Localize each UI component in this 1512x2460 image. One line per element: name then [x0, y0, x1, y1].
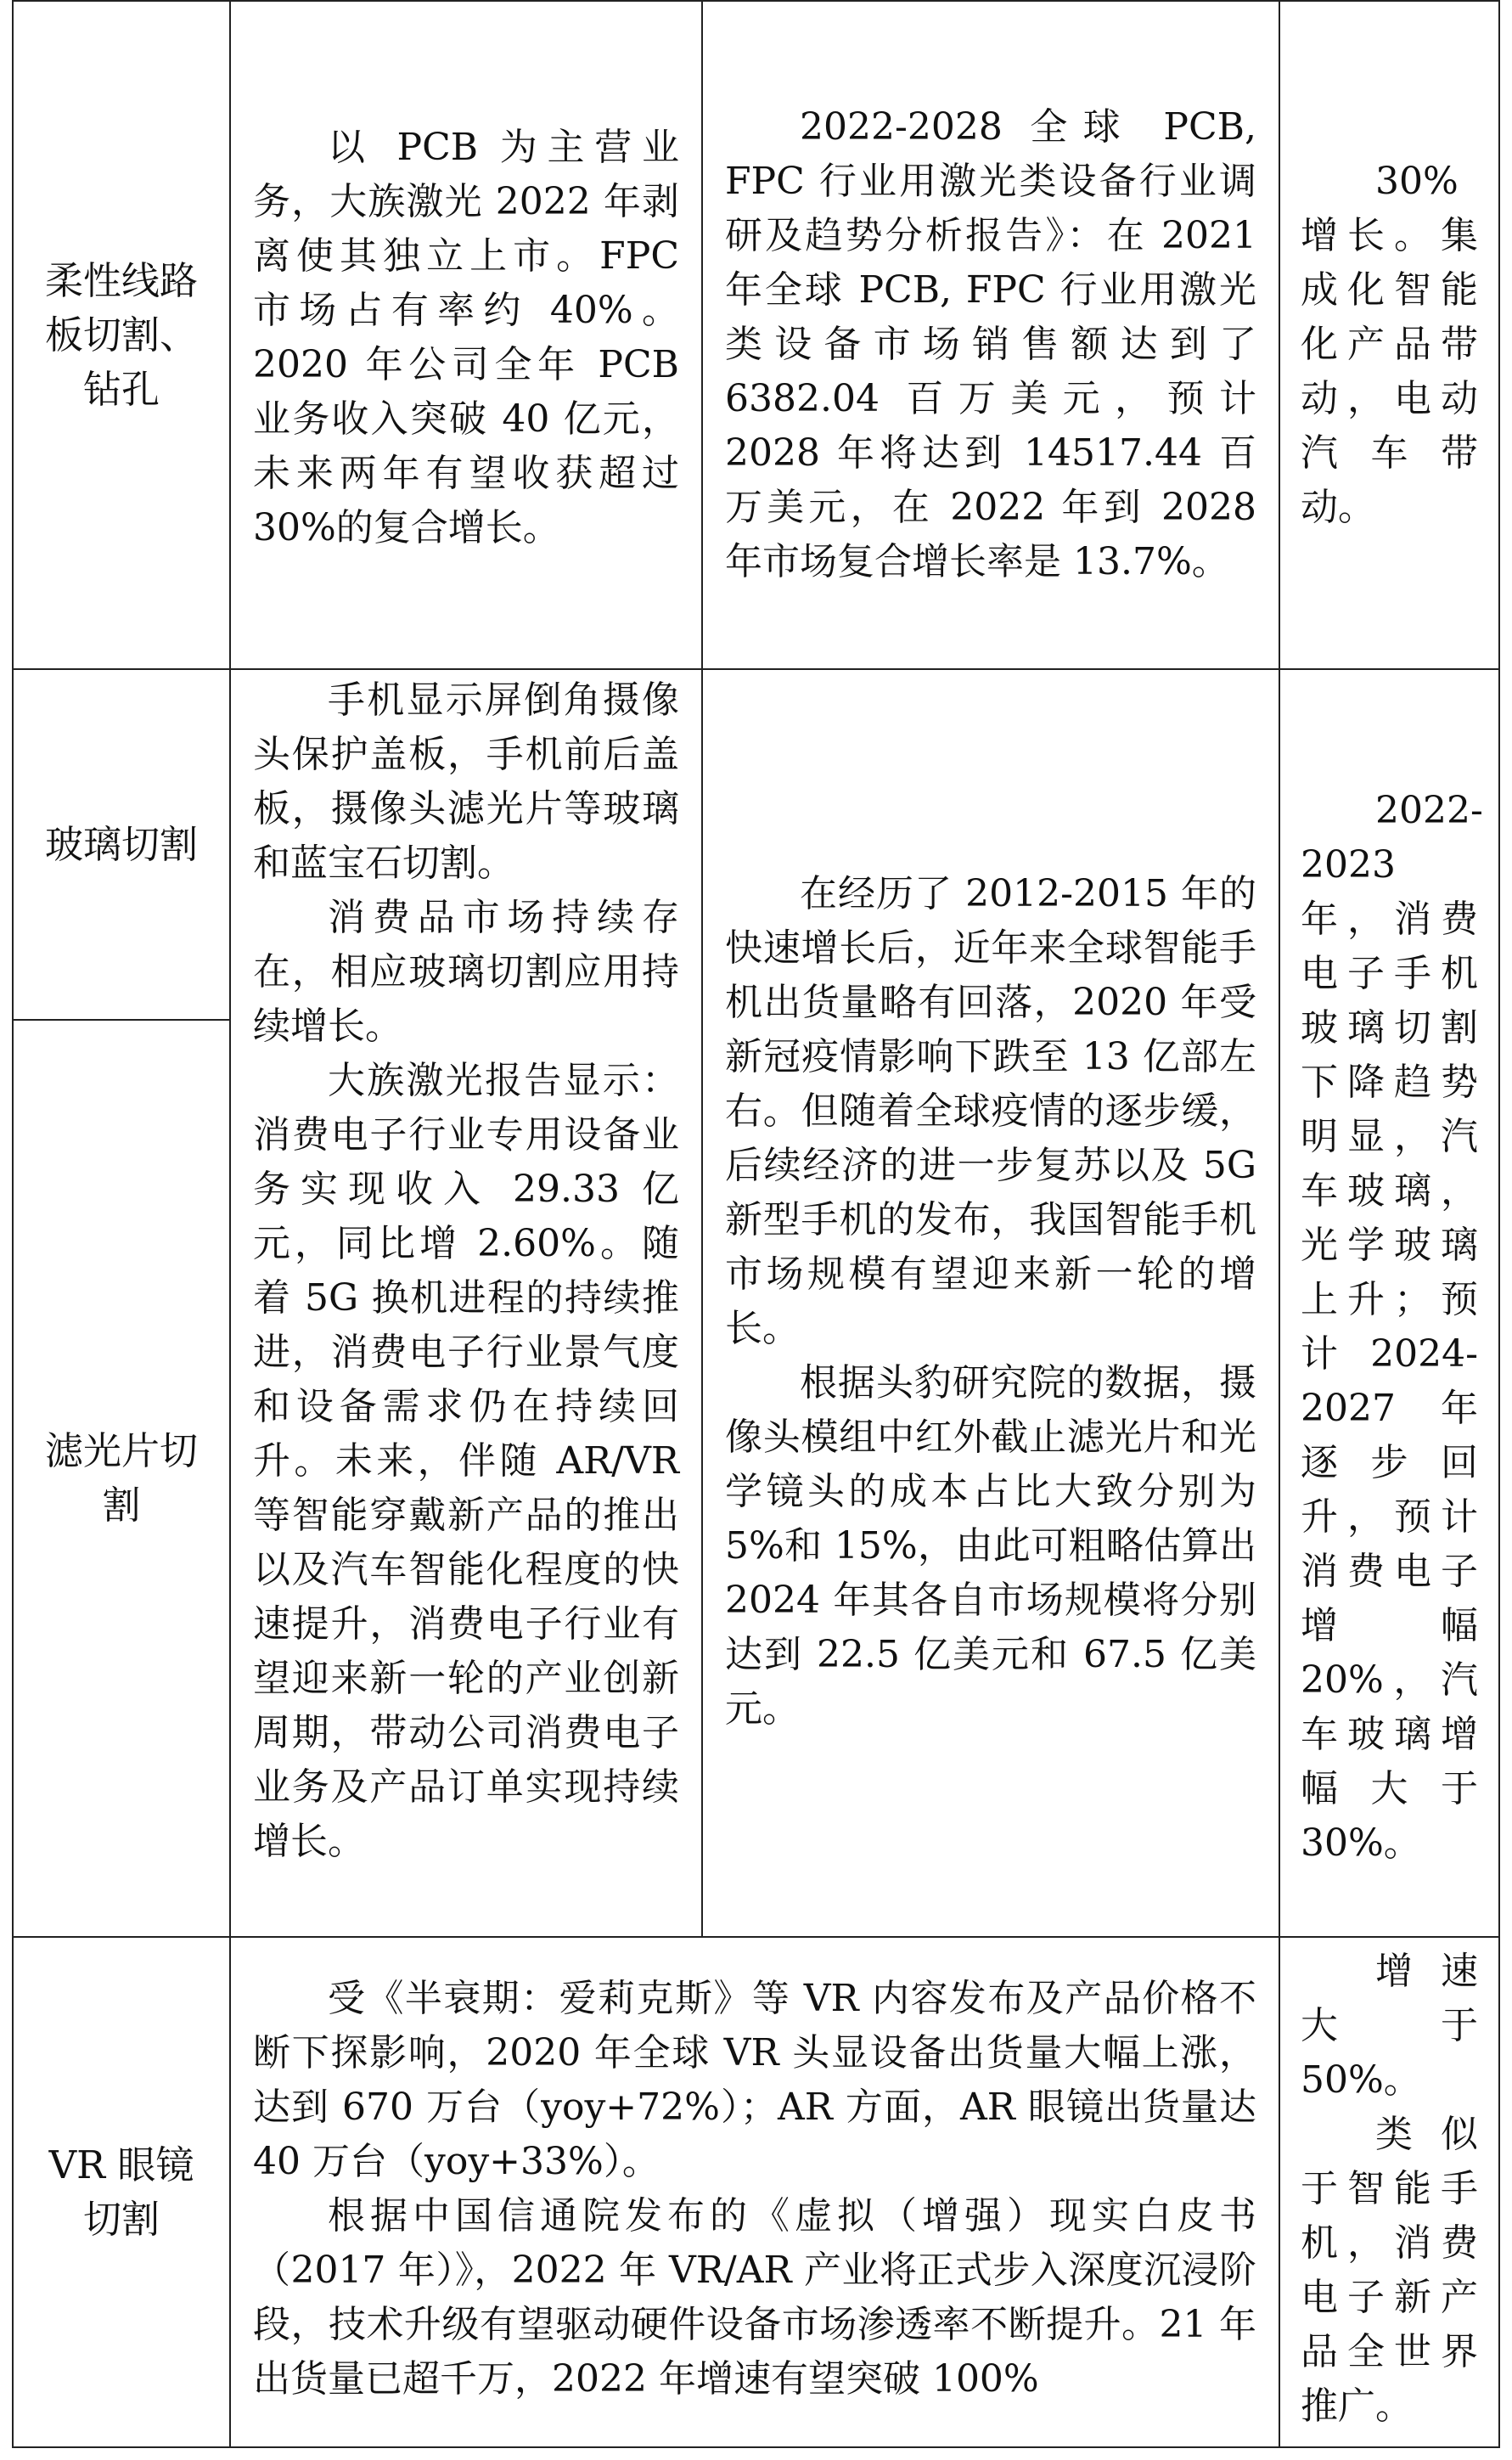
application-cell-glass	[229, 668, 701, 1936]
vr-paragraph: 根据中国信通院发布的《虚拟（增强）现实白皮书（2017 年）》，2022 年 VR/AR 产业将正式步入深度沉浸阶段，技术升级有望驱动硬件设备市场渗透率不断提升。21 年出货量已超千万，2022 年增速有望突破 100%	[253, 2194, 1256, 2401]
growth-cell-glass	[1279, 668, 1500, 1936]
market-cell-glass	[701, 668, 1279, 1936]
application-text: 以 PCB 为主营业务，大族激光 2022 年剥离使其独立上市。FPC 市场占有率约 40%。2020 年公司全年 PCB 业务收入突破 40 亿元，未来两年有望收获超过 30%的复合增长。	[253, 126, 679, 549]
growth-text: 2022-2023 年，消费电子手机玻璃切割下降趋势明显，汽车玻璃，光学玻璃上升；预计 2024-2027 年逐步回升，预计消费电子增幅 20%，汽车玻璃增幅大于 30%。	[1301, 789, 1483, 1865]
category-label: VR 眼镜切割	[48, 2142, 194, 2242]
market-text: 2022-2028 全球 PCB, FPC 行业用激光类设备行业调研及趋势分析报告》：在 2021 年全球 PCB, FPC 行业用激光类设备市场销售额达到了 6382.04 百万美元，预计 2028 年将达到 14517.44 百万美元，在 2022 年到 2028 年市场复合增长率是 13.7%。	[725, 105, 1256, 583]
category-cell-glass	[12, 668, 229, 1019]
category-label: 柔性线路板切割、钻孔	[44, 257, 198, 412]
growth-cell-pcb	[1279, 0, 1500, 668]
growth-text: 30%增长。集成化智能化产品带动，电动汽车带动。	[1301, 160, 1478, 529]
category-label: 滤光片切割	[44, 1428, 198, 1528]
category-cell-pcb	[12, 0, 229, 668]
application-paragraph: 大族激光报告显示：消费电子行业专用设备业务实现收入 29.33 亿元，同比增 2.60%。随着 5G 换机进程的持续推进，消费电子行业景气度和设备需求仍在持续回升。未来，伴随 AR/VR 等智能穿戴新产品的推出以及汽车智能化程度的快速提升，消费电子行业有望迎来新一轮的产业创新周期，带动公司消费电子业务及产品订单实现持续增长。	[253, 1059, 679, 1863]
market-paragraph: 根据头豹研究院的数据，摄像头模组中红外截止滤光片和光学镜头的成本占比大致分别为 5%和 15%，由此可粗略估算出 2024 年其各自市场规模将分别达到 22.5 亿美元和 67.5 亿美元。	[725, 1361, 1256, 1731]
vr-paragraph: 受《半衰期：爱莉克斯》等 VR 内容发布及产品价格不断下探影响，2020 年全球 VR 头显设备出货量大幅上涨，达到 670 万台（yoy+72%）；AR 方面，AR 眼镜出货量达 40 万台（yoy+33%）。	[253, 1977, 1256, 2183]
growth-paragraph: 增速大于 50%。	[1301, 1950, 1478, 2102]
market-paragraph: 在经历了 2012-2015 年的快速增长后，近年来全球智能手机出货量略有回落，2020 年受新冠疫情影响下跌至 13 亿部左右。但随着全球疫情的逐步缓，后续经济的进一步复苏以及 5G 新型手机的发布，我国智能手机市场规模有望迎来新一轮的增长。	[725, 872, 1256, 1350]
category-label: 玻璃切割	[44, 821, 198, 867]
market-cell-pcb	[701, 0, 1279, 668]
growth-paragraph: 类似于智能手机，消费电子新产品全世界推广。	[1301, 2113, 1478, 2428]
application-cell-pcb	[229, 0, 701, 668]
vr-content-cell	[229, 1936, 1279, 2448]
category-cell-vr	[12, 1936, 229, 2448]
category-cell-filter	[12, 1019, 229, 1936]
growth-cell-vr	[1279, 1936, 1500, 2448]
application-paragraph: 手机显示屏倒角摄像头保护盖板，手机前后盖板，摄像头滤光片等玻璃和蓝宝石切割。	[253, 678, 679, 885]
application-paragraph: 消费品市场持续存在，相应玻璃切割应用持续增长。	[253, 896, 679, 1048]
